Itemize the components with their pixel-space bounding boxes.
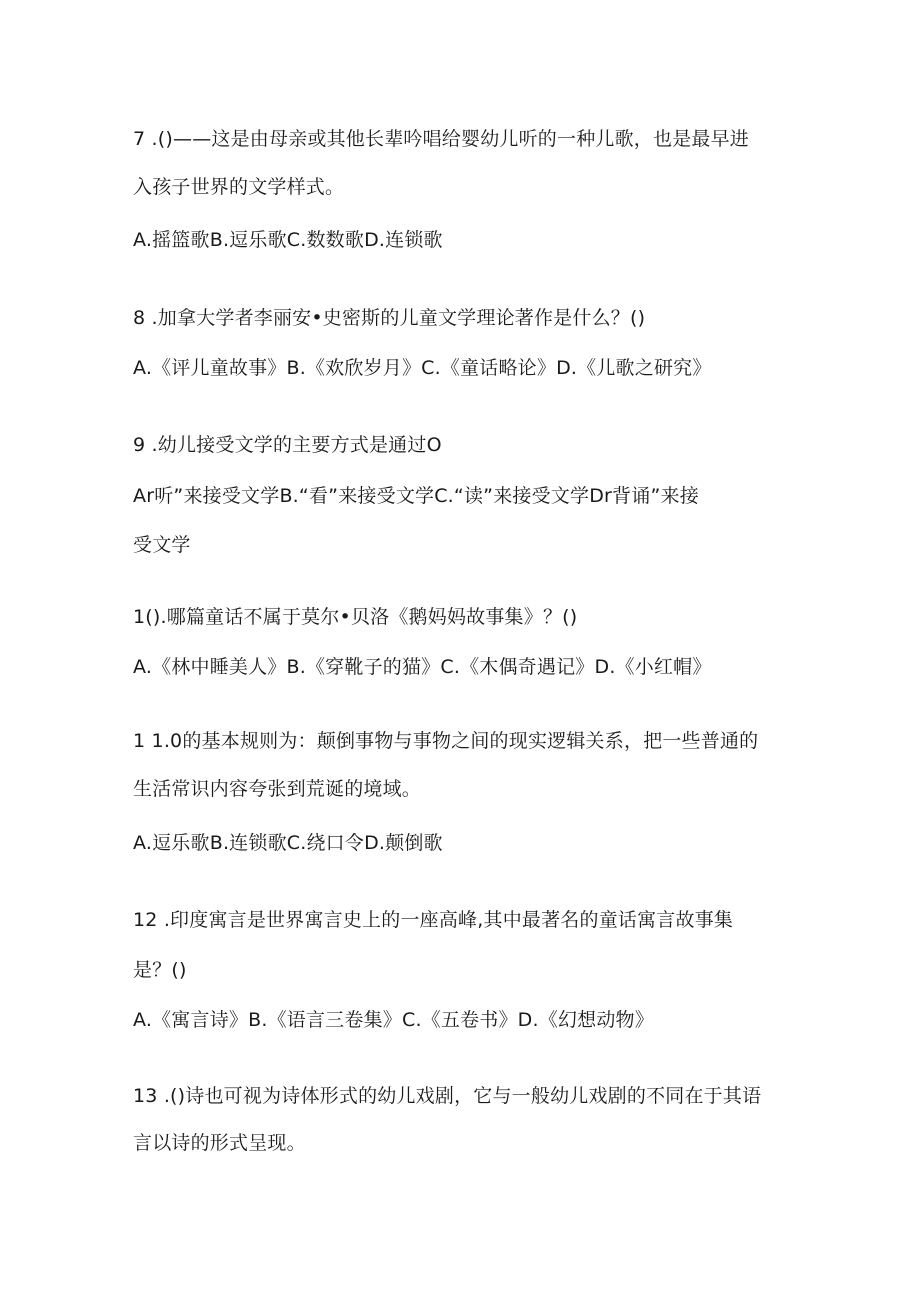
question-7-stem-line-1: 7 .()——这是由母亲或其他长辈吟唱给婴幼儿听的一种儿歌，也是最早进 — [133, 128, 749, 150]
question-7-options: A.摇篮歌B.逗乐歌C.数数歌D.连锁歌 — [133, 229, 443, 251]
question-12-options: A.《寓言诗》B.《语言三卷集》C.《五卷书》D.《幻想动物》 — [133, 1009, 654, 1031]
question-13-stem-line-1: 13 .()诗也可视为诗体形式的幼儿戏剧，它与一般幼儿戏剧的不同在于其语 — [133, 1085, 762, 1107]
question-12-stem-line-1: 12 .印度寓言是世界寓言史上的一座高峰,其中最著名的童话寓言故事集 — [133, 909, 734, 931]
question-10-options: A.《林中睡美人》B.《穿靴子的猫》C.《木偶奇遇记》D.《小红帽》 — [133, 656, 712, 678]
question-11-options: A.逗乐歌B.连锁歌C.绕口令D.颠倒歌 — [133, 832, 443, 854]
question-8-options: A.《评儿童故事》B.《欢欣岁月》C.《童话略论》D.《儿歌之研究》 — [133, 357, 712, 379]
question-9-options-line-1: Ar听”来接受文学B.“看”来接受文学C.“读”来接受文学Dr背诵”来接 — [133, 485, 699, 507]
question-10-stem: 1().哪篇童话不属于莫尔•贝洛《鹅妈妈故事集》？() — [133, 606, 578, 628]
question-9-stem: 9 .幼儿接受文学的主要方式是通过O — [133, 434, 442, 456]
question-9-options-line-2: 受文学 — [133, 534, 191, 556]
question-7-stem-line-2: 入孩子世界的文学样式。 — [133, 176, 345, 198]
question-11-stem-line-1: 1 1.0的基本规则为：颠倒事物与事物之间的现实逻辑关系，把一些普通的 — [133, 730, 759, 752]
question-12-stem-line-2: 是？() — [133, 959, 187, 981]
question-13-stem-line-2: 言以诗的形式呈现。 — [133, 1132, 306, 1154]
question-11-stem-line-2: 生活常识内容夸张到荒诞的境域。 — [133, 778, 422, 800]
question-8-stem: 8 .加拿大学者李丽安•史密斯的儿童文学理论著作是什么？() — [133, 307, 646, 329]
